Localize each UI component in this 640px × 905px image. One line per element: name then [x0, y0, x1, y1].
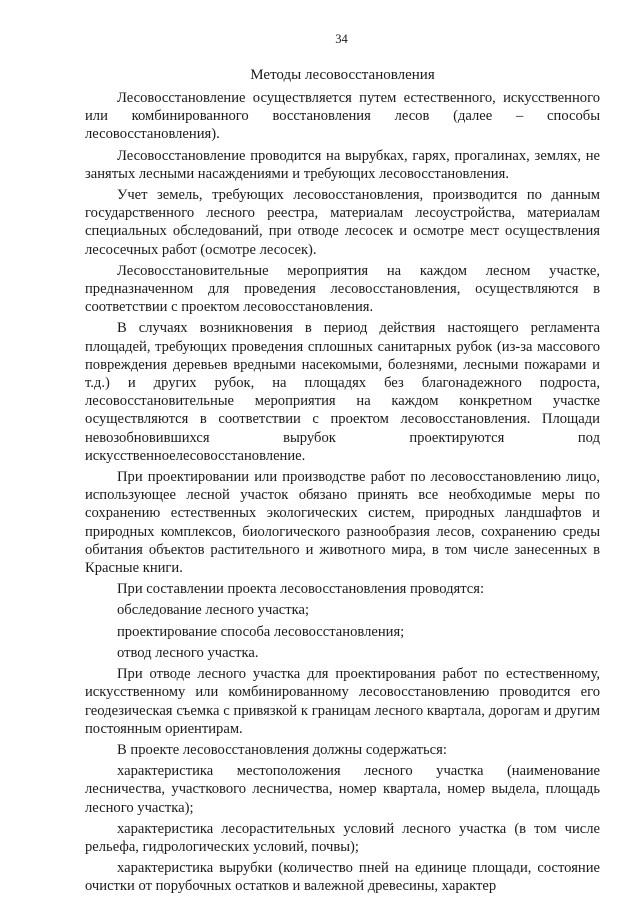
list-intro: При составлении проекта лесовосстановления проводятся:	[117, 581, 485, 598]
list-item: проектирование способа лесовосстановления;	[117, 623, 405, 640]
list-intro: В проекте лесовосстановления должны содержаться:	[117, 741, 447, 758]
paragraph: Лесовосстановление проводится на вырубках, гарях, прогалинах, землях, не занятых лесными насаждениями и требующих лесовосстановления.	[85, 147, 600, 182]
list-item: характеристика лесорастительных условий лесного участка (в том числе рельефа, гидрологических условий, почвы);	[85, 820, 600, 855]
list-item: обследование лесного участка;	[117, 602, 310, 619]
paragraph: Лесовосстановление осуществляется путем естественного, искусственного или комбинированного восстановления лесов (далее – способы лесовосстановления).	[85, 90, 600, 143]
paragraph: Учет земель, требующих лесовосстановления, производится по данным государственного лесного реестра, материалам лесоустройства, материалам специальных обследований, при отводе лесосек и осмотре мест осуществления лесосечных работ (осмотре лесосек).	[85, 187, 600, 258]
list-item: характеристика местоположения лесного участка (наименование лесничества, участкового лесничества, номер квартала, номер выдела, площадь лесного участка);	[85, 763, 600, 816]
paragraph: При отводе лесного участка для проектирования работ по естественному, искусственному или комбинированному лесовосстановлению проводится его геодезическая съемка с привязкой к границам лесного квартала, дорогам и другим постоянным ориентирам.	[85, 666, 600, 737]
list-item: характеристика вырубки (количество пней на единице площади, состояние очистки от порубочных остатков и валежной древесины, характер	[85, 860, 600, 895]
section-title: Методы лесовосстановления	[250, 67, 435, 83]
page-number: 34	[335, 32, 348, 46]
paragraph: При проектировании или производстве работ по лесовосстановлению лицо, использующее лесной участок обязано принять все необходимые меры по сохранению естественных экологических систем, природных ландшафтов и природных комплексов, биологического разнообразия лесов, сохранению среды обитания объектов растительного и животного мира, в том числе занесенных в Красные книги.	[85, 469, 600, 577]
paragraph: Лесовосстановительные мероприятия на каждом лесном участке, предназначенном для проведения лесовосстановления, осуществляются в соответствии с проектом лесовосстановления.	[85, 262, 600, 316]
list-item: отвод лесного участка.	[117, 644, 259, 661]
paragraph: В случаях возникновения в период действия настоящего регламента площадей, требующих проведения сплошных санитарных рубок (из-за массового повреждения деревьев вредными насекомыми, болезнями, лесными пожарами и т.д.) и других рубок, на площадях без благонадежного подроста, лесовосстановительные мероприятия на каждом конкретном участке осуществляются в соответствии с проектом лесовосстановления. Площади невозобновившихся вырубок проектируются под искусственноелесовосстановление.	[85, 320, 600, 464]
